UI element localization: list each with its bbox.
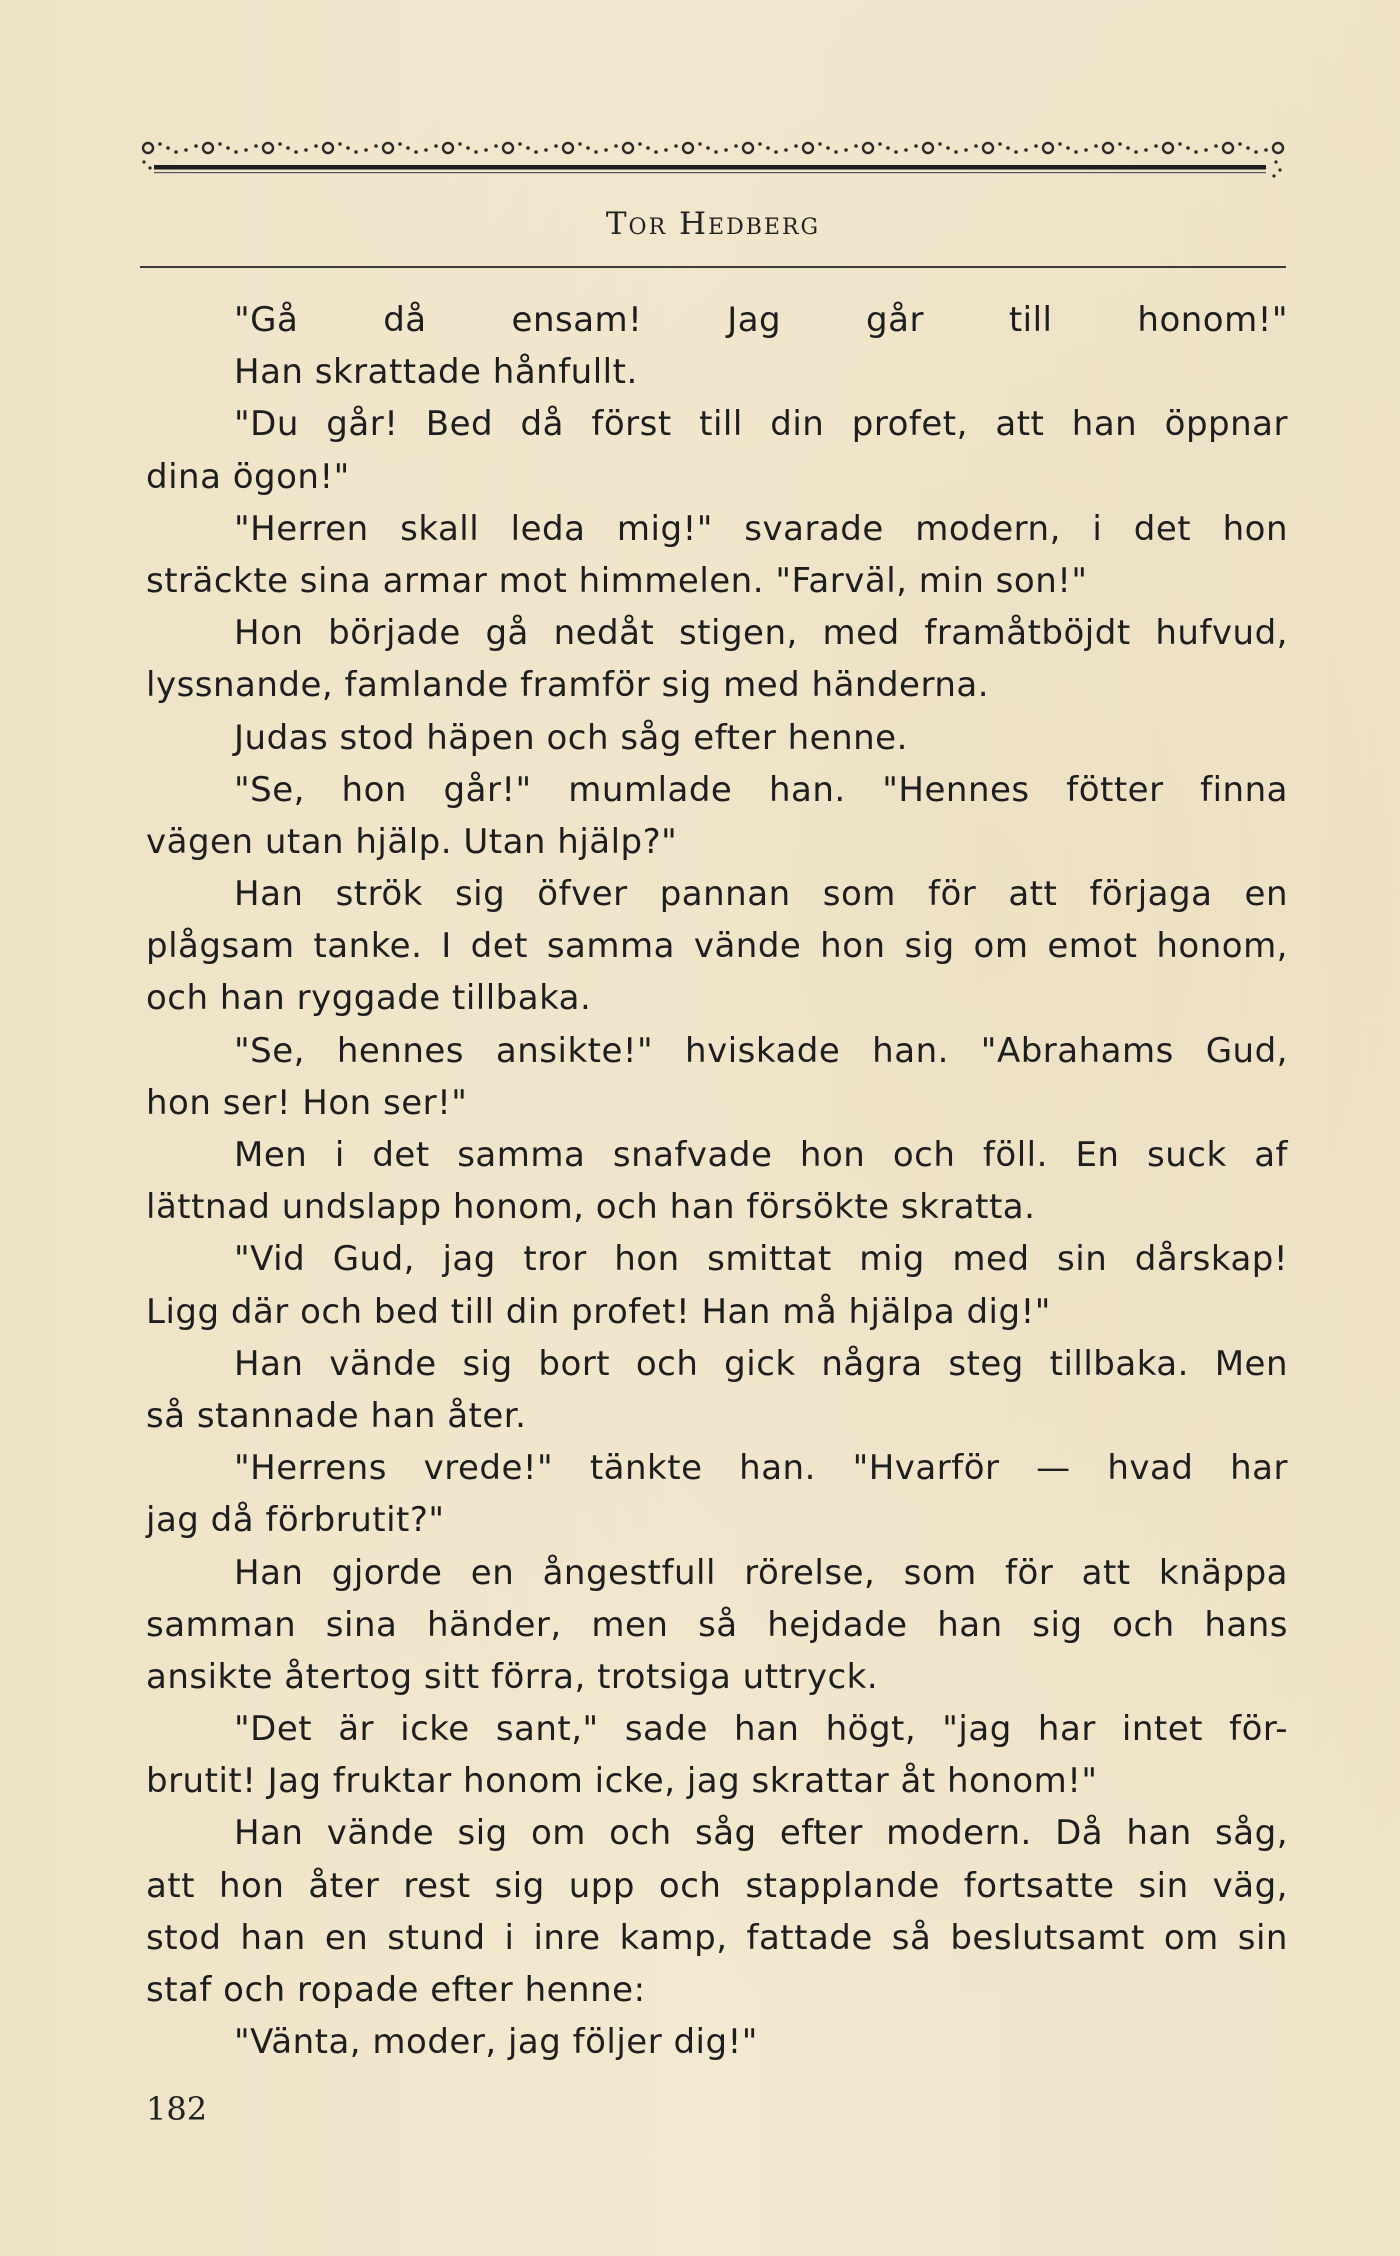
text-line: att hon åter rest sig upp och stapplande fortsatte sin väg, xyxy=(146,1865,1288,1906)
text-line: och han ryggade tillbaka. xyxy=(146,978,592,1019)
running-head: Tor Hedberg xyxy=(605,206,821,242)
text-line: "Herrens vrede!" tänkte han. "Hvarför — hvad har xyxy=(234,1448,1288,1489)
text-line: staf och ropade efter henne: xyxy=(146,1970,646,2010)
text-line: sträckte sina armar mot himmelen. "Farväl, min son!" xyxy=(146,560,1088,601)
text-line: Han vände sig om och såg efter modern. Då han såg, xyxy=(234,1813,1288,1854)
text-line: Men i det samma snafvade hon och föll. En suck af xyxy=(234,1135,1288,1175)
text-line: Hon började gå nedåt stigen, med framåtböjdt hufvud, xyxy=(234,613,1288,654)
text-line: Han skrattade hånfullt. xyxy=(234,352,638,393)
text-line: så stannade han åter. xyxy=(146,1395,527,1436)
text-line: plågsam tanke. I det samma vände hon sig om emot honom, xyxy=(146,926,1288,967)
text-line: "Gå då ensam! Jag går till honom!" xyxy=(234,300,1288,340)
text-line: hon ser! Hon ser!" xyxy=(146,1082,468,1123)
text-line: "Herren skall leda mig!" svarade modern, i det hon xyxy=(234,508,1288,549)
body-text xyxy=(146,294,1288,2068)
text-line: lättnad undslapp honom, och han försökte skratta. xyxy=(146,1187,1036,1228)
text-line: dina ögon!" xyxy=(146,456,350,497)
text-line: lyssnande, famlande framför sig med händerna. xyxy=(146,665,990,706)
text-line: Han gjorde en ångestfull rörelse, som för att knäppa xyxy=(234,1552,1288,1593)
text-line: Judas stod häpen och såg efter henne. xyxy=(234,717,908,758)
page-number: 182 xyxy=(146,2090,208,2128)
text-line: "Vid Gud, jag tror hon smittat mig med sin dårskap! xyxy=(234,1239,1288,1280)
text-line: brutit! Jag fruktar honom icke, jag skrattar åt honom!" xyxy=(146,1761,1098,1802)
text-line: "Se, hennes ansikte!" hviskade han. "Abrahams Gud, xyxy=(234,1030,1288,1071)
text-line: ansikte återtog sitt förra, trotsiga uttryck. xyxy=(146,1656,879,1697)
text-line: vägen utan hjälp. Utan hjälp?" xyxy=(146,821,678,862)
text-line: Ligg där och bed till din profet! Han må hjälpa dig!" xyxy=(146,1291,1051,1332)
text-line: Han vände sig bort och gick några steg tillbaka. Men xyxy=(234,1343,1288,1384)
text-line: "Du går! Bed då först till din profet, att han öppnar xyxy=(234,404,1288,445)
text-line: stod han en stund i inre kamp, fattade så beslutsamt om sin xyxy=(146,1917,1288,1958)
text-line: "Vänta, moder, jag följer dig!" xyxy=(234,2022,758,2063)
text-line: jag då förbrutit?" xyxy=(146,1500,445,1541)
text-line: "Se, hon går!" mumlade han. "Hennes fötter finna xyxy=(234,769,1288,810)
text-line: "Det är icke sant," sade han högt, "jag har intet för- xyxy=(234,1709,1288,1750)
text-line: samman sina händer, men så hejdade han sig och hans xyxy=(146,1604,1288,1645)
header-rule xyxy=(140,266,1286,268)
decorative-border-ornament xyxy=(140,132,1286,184)
text-line: Han strök sig öfver pannan som för att förjaga en xyxy=(234,874,1288,915)
